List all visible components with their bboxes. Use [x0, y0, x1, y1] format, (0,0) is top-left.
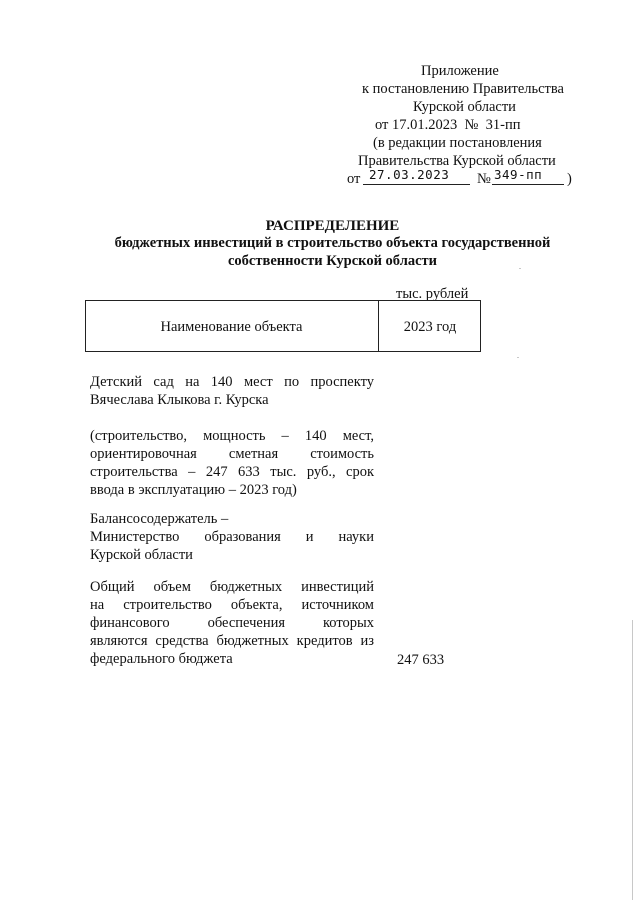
table-header-object-name: Наименование объекта — [160, 319, 303, 335]
balance-holder-line2: Министерство образования и науки — [90, 529, 374, 545]
balance-holder-line1: Балансосодержатель – — [90, 511, 229, 527]
table-header-year: 2023 год — [403, 319, 457, 335]
appendix-number: 31-пп — [485, 117, 521, 133]
total-investment-line4: являются средства бюджетных кредитов из — [90, 633, 374, 649]
scan-edge-mark — [632, 620, 633, 900]
object-name-line1: Детский сад на 140 мест по проспекту — [90, 374, 374, 390]
object-details-line4: ввода в эксплуатацию – 2023 год) — [90, 482, 297, 498]
document-title: РАСПРЕДЕЛЕНИЕ — [265, 218, 400, 234]
table-unit-label: тыс. рублей — [396, 286, 469, 302]
appendix-date-line — [375, 116, 520, 134]
revision-date-handwritten: 27.03.2023 — [369, 167, 450, 182]
appendix-resolution-ref: к постановлению Правительства — [362, 81, 564, 97]
object-details-line1: (строительство, мощность – 140 мест, — [90, 428, 374, 444]
object-details-line3: строительства – 247 633 тыс. руб., срок — [90, 464, 374, 480]
total-investment-line5: федерального бюджета — [90, 651, 233, 667]
revision-date-underline — [363, 184, 470, 185]
revision-note-open: (в редакции постановления — [373, 135, 542, 151]
document-subtitle-line2: собственности Курской области — [228, 253, 437, 269]
scan-dot — [519, 268, 521, 269]
revision-from-label: от — [347, 171, 361, 187]
appendix-label: Приложение — [421, 63, 499, 79]
object-details-line2: ориентировочная сметная стоимость — [90, 446, 374, 462]
total-investment-line3: финансового обеспечения которых — [90, 615, 374, 631]
revision-number-handwritten: 349-пп — [494, 167, 543, 182]
total-investment-line1: Общий объем бюджетных инвестиций — [90, 579, 374, 595]
document-subtitle-line1: бюджетных инвестиций в строительство объекта государственной — [114, 235, 551, 251]
appendix-region: Курской области — [413, 99, 516, 115]
number-sign: № — [464, 117, 479, 133]
revision-number-sign: № — [477, 171, 491, 187]
balance-holder-line3: Курской области — [90, 547, 193, 563]
object-name-line2: Вячеслава Клыкова г. Курска — [90, 392, 269, 408]
revision-note-close: ) — [567, 171, 572, 187]
revision-number-underline — [492, 184, 564, 185]
scan-dot-2 — [517, 357, 519, 358]
total-investment-amount: 247 633 — [397, 652, 445, 668]
total-investment-line2: на строительство объекта, источником — [90, 597, 374, 613]
appendix-date: от 17.01.2023 — [375, 117, 458, 133]
revision-authority: Правительства Курской области — [358, 153, 556, 169]
